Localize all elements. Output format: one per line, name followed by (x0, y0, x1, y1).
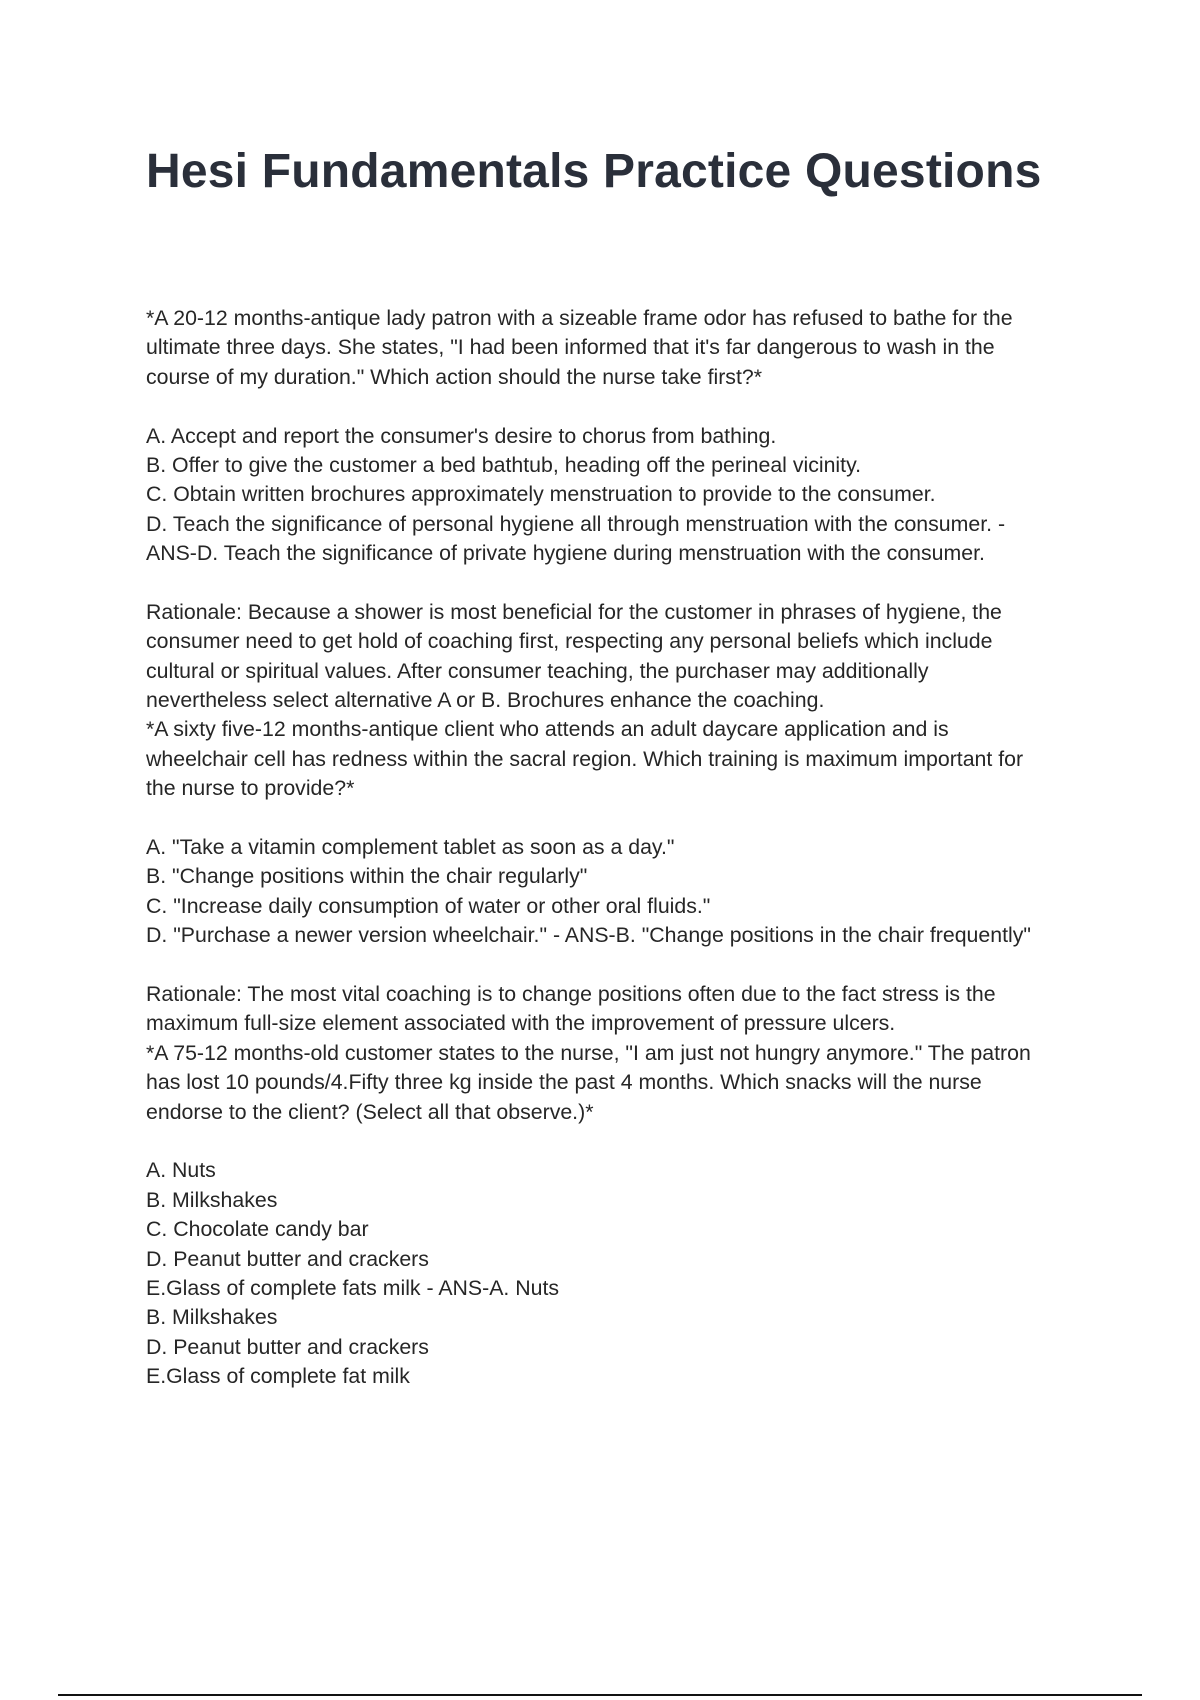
question-3-option: B. Milkshakes (146, 1187, 278, 1212)
question-2-stem-line: *A sixty five-12 months-antique client who attends an adult daycare application and is (146, 717, 949, 742)
question-1-option: A. Accept and report the consumer's desire to chorus from bathing. (146, 423, 777, 448)
question-3 (146, 1039, 1086, 1392)
question-1-stem-line: ultimate three days. She states, "I had been informed that it's far dangerous to wash in the (146, 335, 995, 360)
question-3-option: C. Chocolate candy bar (146, 1217, 369, 1242)
question-2 (146, 715, 1086, 1038)
question-1-option: D. Teach the significance of personal hygiene all through menstruation with the consumer. - (146, 511, 1006, 536)
question-1-option: C. Obtain written brochures approximately menstruation to provide to the consumer. (146, 482, 936, 507)
question-3-option: A. Nuts (146, 1158, 216, 1183)
question-1-rationale-line: Rationale: Because a shower is most beneficial for the customer in phrases of hygiene, the (146, 599, 1002, 624)
page-title: Hesi Fundamentals Practice Questions (146, 145, 1042, 198)
question-3-option: D. Peanut butter and crackers (146, 1246, 429, 1271)
question-3-stem-line: endorse to the client? (Select all that observe.)* (146, 1099, 594, 1124)
question-2-option: D. "Purchase a newer version wheelchair." - ANS-B. "Change positions in the chair frequently" (146, 923, 1031, 948)
question-3-answer-line: D. Peanut butter and crackers (146, 1334, 429, 1359)
question-2-option: A. "Take a vitamin complement tablet as soon as a day." (146, 835, 675, 860)
question-1-rationale-line: nevertheless select alternative A or B. Brochures enhance the coaching. (146, 688, 825, 713)
question-2-stem-line: the nurse to provide?* (146, 776, 355, 801)
question-1-stem-line: *A 20-12 months-antique lady patron with a sizeable frame odor has refused to bathe for the (146, 306, 1013, 330)
question-1-rationale-line: cultural or spiritual values. After consumer teaching, the purchaser may additionally (146, 658, 929, 683)
document-body (146, 304, 1086, 1391)
question-2-option: C. "Increase daily consumption of water or other oral fluids." (146, 893, 711, 918)
question-1 (146, 304, 1086, 715)
question-3-stem-line: has lost 10 pounds/4.Fifty three kg inside the past 4 months. Which snacks will the nurse (146, 1070, 982, 1095)
paragraph-gap (146, 569, 1086, 598)
paragraph-gap (146, 392, 1086, 421)
question-1-option: B. Offer to give the customer a bed bathtub, heading off the perineal vicinity. (146, 452, 862, 477)
question-2-stem-line: wheelchair cell has redness within the sacral region. Which training is maximum important for (146, 746, 1024, 771)
question-1-rationale-line: consumer need to get hold of coaching first, respecting any personal beliefs which include (146, 629, 993, 654)
question-2-rationale-line: maximum full-size element associated with the improvement of pressure ulcers. (146, 1011, 896, 1036)
question-2-rationale-line: Rationale: The most vital coaching is to change positions often due to the fact stress is the (146, 981, 996, 1006)
paragraph-gap (146, 1127, 1086, 1156)
question-3-stem-line: *A 75-12 months-old customer states to the nurse, "I am just not hungry anymore." The patron (146, 1040, 1031, 1065)
question-3-option: E.Glass of complete fats milk - ANS-A. Nuts (146, 1275, 560, 1300)
question-1-answer: ANS-D. Teach the significance of private hygiene during menstruation with the consumer. (146, 541, 985, 566)
paragraph-gap (146, 804, 1086, 833)
question-3-answer-line: E.Glass of complete fat milk (146, 1364, 410, 1389)
paragraph-gap (146, 951, 1086, 980)
page-bottom-divider (58, 1694, 1142, 1696)
question-3-answer-line: B. Milkshakes (146, 1305, 278, 1330)
question-2-option: B. "Change positions within the chair regularly" (146, 864, 588, 889)
question-1-stem-line: course of my duration." Which action should the nurse take first?* (146, 364, 763, 389)
